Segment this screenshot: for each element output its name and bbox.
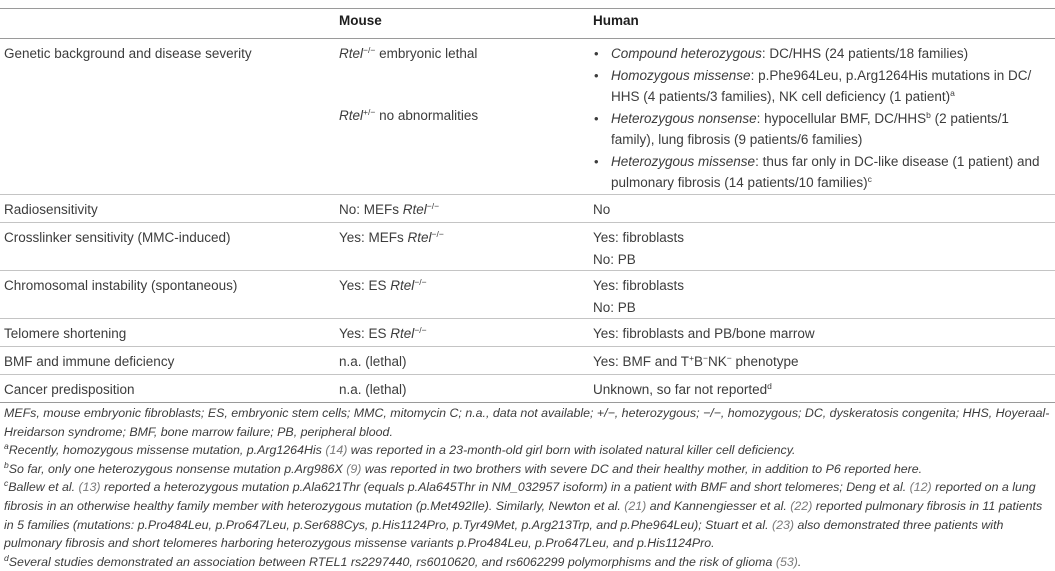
row-label: Genetic background and disease severity xyxy=(4,46,252,61)
row-label: Telomere shortening xyxy=(4,326,127,341)
table-row-genetic xyxy=(0,39,1055,195)
row-label: Crosslinker sensitivity (MMC-induced) xyxy=(4,230,231,245)
mouse-cell: Yes: ES Rtel−/− xyxy=(339,325,427,341)
human-cell: Yes: fibroblasts No: PB xyxy=(593,278,685,315)
row-label: Chromosomal instability (spontaneous) xyxy=(4,278,238,293)
table-footnotes xyxy=(4,404,1052,571)
human-cell: Yes: fibroblasts and PB/bone marrow xyxy=(593,326,815,341)
mouse-cell: Yes: ES Rtel−/− xyxy=(339,277,427,293)
footnote-a: $^a$Recently, homozygous missense mutation, p.Arg1264His (14) was reported in a 23-month-old girl born with isolated natural killer cell deficiency. xyxy=(4,441,796,458)
citation-link[interactable]: (21) xyxy=(624,498,647,513)
row-label: Cancer predisposition xyxy=(4,382,135,397)
bullet-homozygous-missense: • Homozygous missense: p.Phe964Leu, p.Arg1264His mutations in DC/ HHS (4 patients/3 families), NK cell deficiency (1 patient)$^a$ xyxy=(593,65,1053,108)
citation-link[interactable]: (53) xyxy=(775,554,798,569)
table-row-crosslinker xyxy=(0,223,1055,271)
human-cell: No xyxy=(593,202,611,217)
table-row-cancer xyxy=(0,375,1055,403)
citation-link[interactable]: (23) xyxy=(771,517,795,532)
citation-link[interactable]: (12) xyxy=(909,480,932,495)
footnote-b: $^b$So far, only one heterozygous nonsense mutation p.Arg986X (9) was reported in two brothers with severe DC and their healthy mother, in addition to P6 reported here. xyxy=(4,459,923,476)
mouse-line-het: Rtel+/− no abnormalities xyxy=(339,106,479,123)
citation-link[interactable]: (9) xyxy=(346,461,362,476)
table-header-row xyxy=(0,8,1055,39)
bullet-het-missense: • Heterozygous missense: thus far only in DC-like disease (1 patient) and pulmonary fibrosis (14 patients/10 families)$^c$ xyxy=(593,151,1053,194)
mouse-cell: Yes: MEFs Rtel−/− xyxy=(339,229,444,245)
table-row-bmf xyxy=(0,347,1055,375)
human-cell xyxy=(593,43,1053,194)
table-row-telomere xyxy=(0,319,1055,347)
footnote-d: $^d$Several studies demonstrated an association between RTEL1 rs2297440, rs6010620, and rs6062299 polymorphisms and the risk of glioma (53). xyxy=(4,552,802,569)
rtel1-comparison-table xyxy=(0,8,1055,403)
footnote-abbreviations: MEFs, mouse embryonic fibroblasts; ES, embryonic stem cells; MMC, mitomycin C; n.a., data not available; +/−, heterozygous; −/−, homozygous; DC, dyskeratosis congenita; HHS, Hoyeraal-Hreidarson syndrome; BMF, bone marrow failure; PB, peripheral blood. xyxy=(4,406,1050,439)
mouse-cell: No: MEFs Rtel−/− xyxy=(339,201,440,217)
citation-link[interactable]: (13) xyxy=(78,480,101,495)
table-row-radiosensitivity xyxy=(0,195,1055,223)
row-label: BMF and immune deficiency xyxy=(4,354,175,369)
mouse-cell xyxy=(339,43,579,126)
citation-link[interactable]: (14) xyxy=(325,443,348,458)
mouse-cell: n.a. (lethal) xyxy=(339,354,407,369)
human-cell: Yes: BMF and T+B−NK− phenotype xyxy=(593,353,799,369)
header-mouse: Mouse xyxy=(339,13,382,28)
bullet-compound-het: • Compound heterozygous: DC/HHS (24 patients/18 families) xyxy=(593,43,1053,65)
bullet-het-nonsense: • Heterozygous nonsense: hypocellular BMF, DC/HHS$^b$ (2 patients/1 family), lung fibrosis (9 patients/6 families) xyxy=(593,108,1053,151)
human-cell: Yes: fibroblasts No: PB xyxy=(593,230,685,267)
table-row-chromosomal xyxy=(0,271,1055,319)
mouse-cell: n.a. (lethal) xyxy=(339,382,407,397)
row-label: Radiosensitivity xyxy=(4,202,98,217)
human-cell: Unknown, so far not reported$^d$ xyxy=(593,381,772,397)
citation-link[interactable]: (22) xyxy=(790,498,813,513)
footnote-c: $^c$Ballew et al. (13) reported a heterozygous mutation p.Ala621Thr (equals p.Ala645Thr in NM_032957 isoform) in a patient with BMF and short telomeres; Deng et al. (12) reported on a lung fibrosis in an otherwise healthy family member with heterozygous mutation (p.Met492Ile). Similarly, Newton et al. (21) and Kannengiesser et al. (22) reported pulmonary fibrosis in 11 patients in 5 families (mutations: p.Pro484Leu, p.Pro647Leu, p.Ser688Cys, p.His1124Pro, p.Tyr49Met, p.Arg213Trp, and p.Phe964Leu); Stuart et al. (23) also demonstrated three patients with pulmonary fibrosis and short telomeres harboring heterozygous missense variants p.Pro484Leu, p.Pro647Leu, and p.His1124Pro. xyxy=(4,478,1043,551)
header-human: Human xyxy=(593,13,639,28)
mouse-line-lethal: Rtel−/− embryonic lethal xyxy=(339,45,478,61)
